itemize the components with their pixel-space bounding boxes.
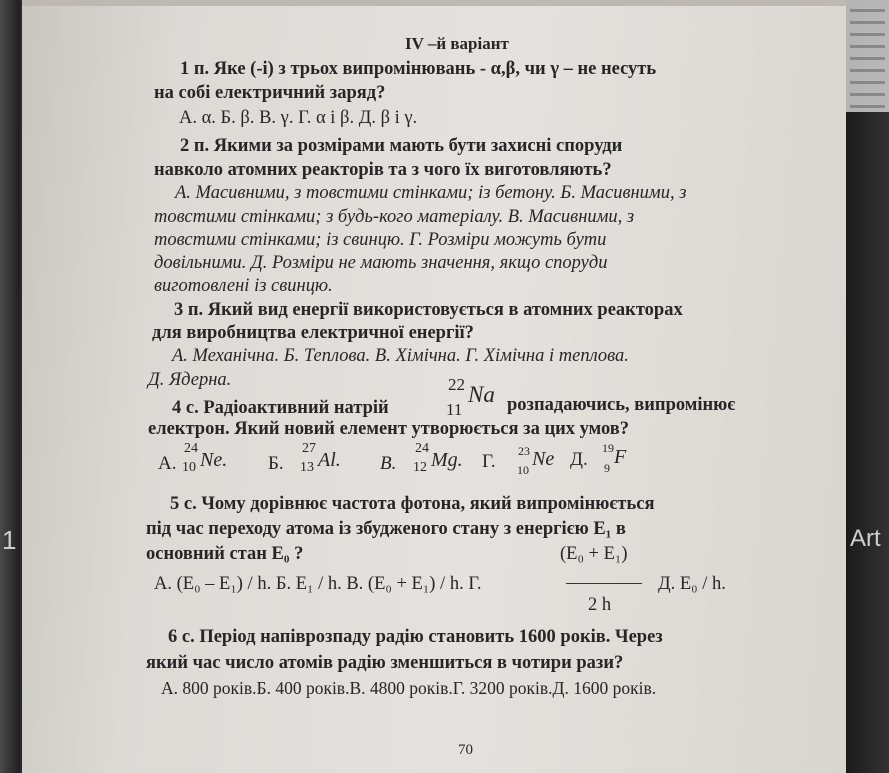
q5-text-line2: під час переходу атома із збудженого стану з енергією E₁ в: [146, 519, 626, 539]
q3-answer-line2: Д. Ядерна.: [148, 370, 232, 390]
q1-text-line1: 1 п. Яке (-і) з трьох випромінювань - α,β, чи γ – не несуть: [180, 59, 657, 79]
q4-option-e-mass: 19: [602, 441, 614, 455]
q4-option-e-charge: 9: [604, 461, 610, 475]
q2-text-line1: 2 п. Якими за розмірами мають бути захисні споруди: [180, 136, 623, 156]
bleed-text-left: 1: [2, 525, 17, 555]
q4-option-a-charge: 10: [182, 460, 196, 475]
q4-option-b-label: Б.: [268, 453, 284, 474]
q6-answers: А. 800 років.Б. 400 років.В. 4800 років.Г. 3200 років.Д. 1600 років.: [161, 678, 657, 698]
q4-option-c-symbol: Mg.: [431, 449, 463, 471]
q5-fraction-denominator: 2 h: [588, 595, 612, 615]
background-paper-strip: [846, 0, 889, 112]
q4-option-a-mass: 24: [184, 441, 198, 456]
q2-answer-line3: товстими стінками; із свинцю. Г. Розміри можуть бути: [154, 230, 607, 250]
q4-option-e-label: Д.: [570, 449, 588, 470]
q4-text-prefix: 4 с. Радіоактивний натрій: [172, 398, 389, 418]
q2-answer-line5: виготовлені із свинцю.: [154, 276, 333, 296]
q5-text-line3: основний стан E₀ ?: [146, 544, 304, 564]
q4-option-c-charge: 12: [413, 460, 427, 475]
q5-fraction-numerator: (E₀ + E₁): [560, 544, 628, 564]
q4-nuclide-charge: 11: [446, 400, 463, 419]
q4-option-e-symbol: F: [614, 446, 627, 468]
q4-option-d-symbol: Ne: [532, 448, 555, 470]
q2-answer-line1: А. Масивними, з товстими стінками; із бетону. Б. Масивними, з: [175, 183, 687, 203]
q3-text-line1: 3 п. Який вид енергії використовується в атомних реакторах: [174, 300, 683, 320]
q3-text-line2: для виробництва електричної енергії?: [152, 323, 474, 343]
q4-option-b-charge: 13: [300, 460, 314, 475]
bleed-text-right: Art: [850, 525, 881, 552]
q4-option-d-charge: 10: [517, 463, 529, 477]
q2-text-line2: навколо атомних реакторів та з чого їх виготовляють?: [154, 160, 612, 180]
q5-answer-last: Д. E₀ / h.: [658, 574, 726, 594]
q1-text-line2: на собі електричний заряд?: [154, 83, 386, 103]
page-number: 70: [458, 742, 473, 758]
background-left: [0, 0, 20, 773]
q4-option-d-mass: 23: [518, 444, 530, 458]
q5-answers: А. (E₀ – E₁) / h. Б. E₁ / h. В. (E₀ + E₁) / h. Г.: [154, 574, 482, 594]
q5-fraction-bar: [566, 583, 642, 584]
q6-text-line1: 6 с. Період напіврозпаду радію становить 1600 років. Через: [168, 627, 663, 647]
q5-text-line1: 5 с. Чому дорівнює частота фотона, який випромінюється: [170, 494, 655, 514]
variant-title: IV –й варіант: [405, 34, 509, 53]
q1-answers: А. α. Б. β. В. γ. Г. α і β. Д. β і γ.: [179, 108, 418, 128]
q4-option-d-label: Г.: [482, 451, 496, 472]
q4-option-c-label: В.: [380, 453, 397, 474]
q4-option-a-symbol: Ne.: [200, 449, 228, 471]
q4-option-a-label: А.: [158, 453, 177, 474]
q4-option-b-symbol: Al.: [318, 449, 341, 471]
q3-answer-line1: А. Механічна. Б. Теплова. В. Хімічна. Г. Хімічна і теплова.: [172, 346, 629, 366]
q4-nuclide-mass: 22: [448, 375, 465, 394]
q4-option-b-mass: 27: [302, 441, 316, 456]
q4-text-line2: електрон. Який новий елемент утворюється за цих умов?: [148, 419, 630, 439]
q6-text-line2: який час число атомів радію зменшиться в чотири рази?: [146, 653, 624, 673]
q2-answer-line4: довільними. Д. Розміри не мають значення, якщо споруди: [154, 253, 608, 273]
page-edge: [22, 0, 846, 6]
q2-answer-line2: товстими стінками; з будь-кого матеріалу. В. Масивними, з: [154, 207, 635, 227]
q4-text-suffix: розпадаючись, випромінює: [507, 395, 736, 415]
background-right: [845, 0, 889, 773]
q4-option-c-mass: 24: [415, 441, 429, 456]
q4-nuclide-symbol: Na: [468, 382, 495, 407]
book-page: [22, 0, 846, 773]
